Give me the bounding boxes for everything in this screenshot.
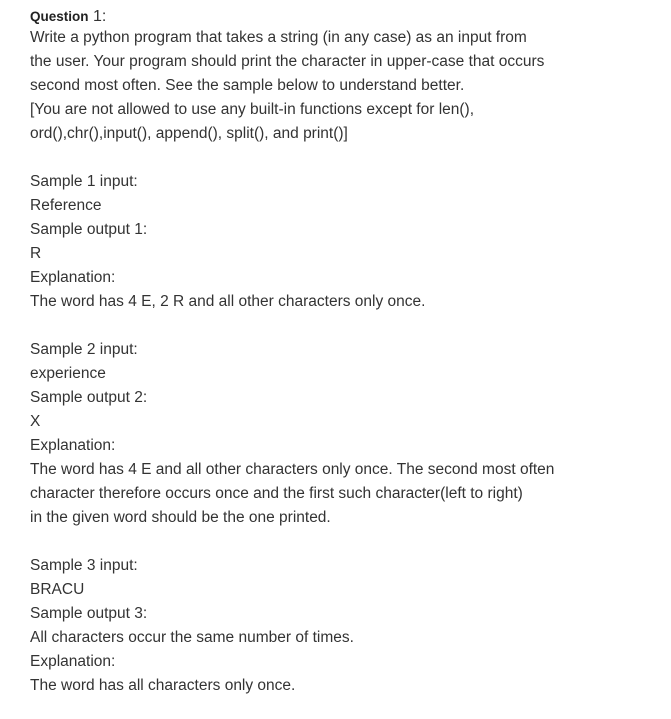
sample-output-label: Sample output 1:: [30, 221, 148, 238]
spacer: [30, 314, 650, 338]
question-heading: [30, 6, 650, 26]
sample-input-label: Sample 2 input:: [30, 341, 138, 358]
explanation-label: Explanation:: [30, 653, 116, 670]
explanation-line: The word has 4 E and all other characters only once. The second most often: [30, 461, 555, 478]
explanation-line: The word has 4 E, 2 R and all other characters only once.: [30, 293, 426, 310]
sample-input-value: experience: [30, 365, 106, 382]
sample-output-value: R: [30, 245, 42, 262]
description-line: [You are not allowed to use any built-in functions except for len(),: [30, 101, 475, 118]
sample-output-value: All characters occur the same number of times.: [30, 629, 354, 646]
sample-input-value: BRACU: [30, 581, 85, 598]
description-line: ord(),chr(),input(), append(), split(), and print()]: [30, 125, 348, 142]
spacer: [30, 530, 650, 554]
sample-output-value: X: [30, 413, 41, 430]
sample-input-label: Sample 3 input:: [30, 557, 138, 574]
explanation-line: character therefore occurs once and the first such character(left to right): [30, 485, 523, 502]
description-line: Write a python program that takes a string (in any case) as an input from: [30, 29, 527, 46]
sample-input-value: Reference: [30, 197, 102, 214]
sample-input-label: Sample 1 input:: [30, 173, 138, 190]
explanation-line: in the given word should be the one printed.: [30, 509, 331, 526]
spacer: [30, 146, 650, 170]
sample-block-2: [30, 338, 650, 530]
question-document: [30, 6, 650, 698]
question-label: Question: [30, 9, 89, 24]
sample-output-label: Sample output 2:: [30, 389, 148, 406]
sample-block-3: [30, 554, 650, 698]
question-description: [30, 26, 650, 146]
explanation-line: The word has all characters only once.: [30, 677, 296, 694]
sample-block-1: [30, 170, 650, 314]
explanation-label: Explanation:: [30, 269, 116, 286]
description-line: the user. Your program should print the character in upper-case that occurs: [30, 53, 545, 70]
question-number: 1:: [88, 8, 107, 25]
description-line: second most often. See the sample below to understand better.: [30, 77, 465, 94]
sample-output-label: Sample output 3:: [30, 605, 148, 622]
explanation-label: Explanation:: [30, 437, 116, 454]
